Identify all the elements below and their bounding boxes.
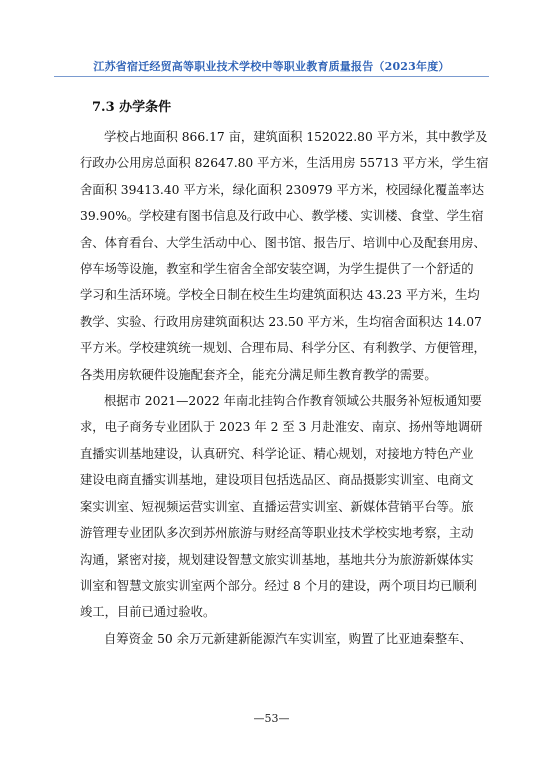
text-line: 建设电商直播实训基地，建设项目包括选品区、商品摄影实训室、电商文 bbox=[80, 473, 474, 488]
paragraph-facilities bbox=[80, 124, 489, 388]
section-title: 7.3 办学条件 bbox=[92, 100, 172, 115]
page-number: —53— bbox=[253, 712, 290, 725]
text-line: 训室和智慧文旅实训室两个部分。经过 8 个月的建设，两个项目均已顺利 bbox=[80, 578, 477, 593]
text-line: 求，电子商务专业团队于 2023 年 2 至 3 月赴淮安、南京、扬州等地调研 bbox=[80, 420, 483, 435]
text-line: 39.90%。学校建有图书信息及行政中心、教学楼、实训楼、食堂、学生宿 bbox=[80, 209, 484, 224]
text-line: 沟通，紧密对接，规划建设智慧文旅实训基地，基地共分为旅游新媒体实 bbox=[80, 552, 474, 567]
text-line: 平方米。学校建筑统一规划、合理布局、科学分区、有利教学、方便管理， bbox=[80, 341, 486, 356]
text-line: 竣工，目前已通过验收。 bbox=[80, 605, 216, 620]
report-header-title: 江苏省宿迁经贸高等职业技术学校中等职业教育质量报告（2023年度） bbox=[93, 60, 450, 73]
paragraph-training-bases bbox=[80, 388, 483, 626]
document-body bbox=[80, 124, 489, 652]
paragraph-ev-lab bbox=[80, 626, 478, 652]
text-line: 学校占地面积 866.17 亩，建筑面积 152022.80 平方米，其中教学及 bbox=[104, 130, 488, 144]
text-line: 行政办公用房总面积 82647.80 平方米，生活用房 55713 平方米，学生宿 bbox=[80, 156, 489, 171]
text-line: 舍、体育看台、大学生活动中心、图书馆、报告厅、培训中心及配套用房、 bbox=[80, 235, 486, 250]
text-line: 案实训室、短视频运营实训室、直播运营实训室、新媒体营销平台等。旅 bbox=[80, 499, 474, 514]
text-line: 各类用房软硬件设施配套齐全，能充分满足师生教育教学的需要。 bbox=[80, 367, 437, 382]
text-line: 停车场等设施，教室和学生宿舍全部安装空调，为学生提供了一个舒适的 bbox=[80, 262, 474, 277]
text-line: 自筹资金 50 余万元新建新能源汽车实训室，购置了比亚迪秦整车、 bbox=[104, 631, 472, 646]
text-line: 直播实训基地建设，认真研究、科学论证、精心规划，对接地方特色产业 bbox=[80, 446, 474, 461]
text-line: 舍面积 39413.40 平方米，绿化面积 230979 平方米，校园绿化覆盖率达 bbox=[80, 182, 485, 197]
text-line: 根据市 2021—2022 年南北挂钩合作教育领域公共服务补短板通知要 bbox=[104, 394, 482, 409]
text-line: 学习和生活环境。学校全日制在校生生均建筑面积达 43.23 平方米，生均 bbox=[80, 288, 480, 303]
text-line: 游管理专业团队多次到苏州旅游与财经高等职业技术学校实地考察，主动 bbox=[80, 526, 474, 541]
header-divider bbox=[54, 76, 489, 77]
text-line: 教学、实验、行政用房建筑面积达 23.50 平方米，生均宿舍面积达 14.07 bbox=[80, 314, 482, 329]
